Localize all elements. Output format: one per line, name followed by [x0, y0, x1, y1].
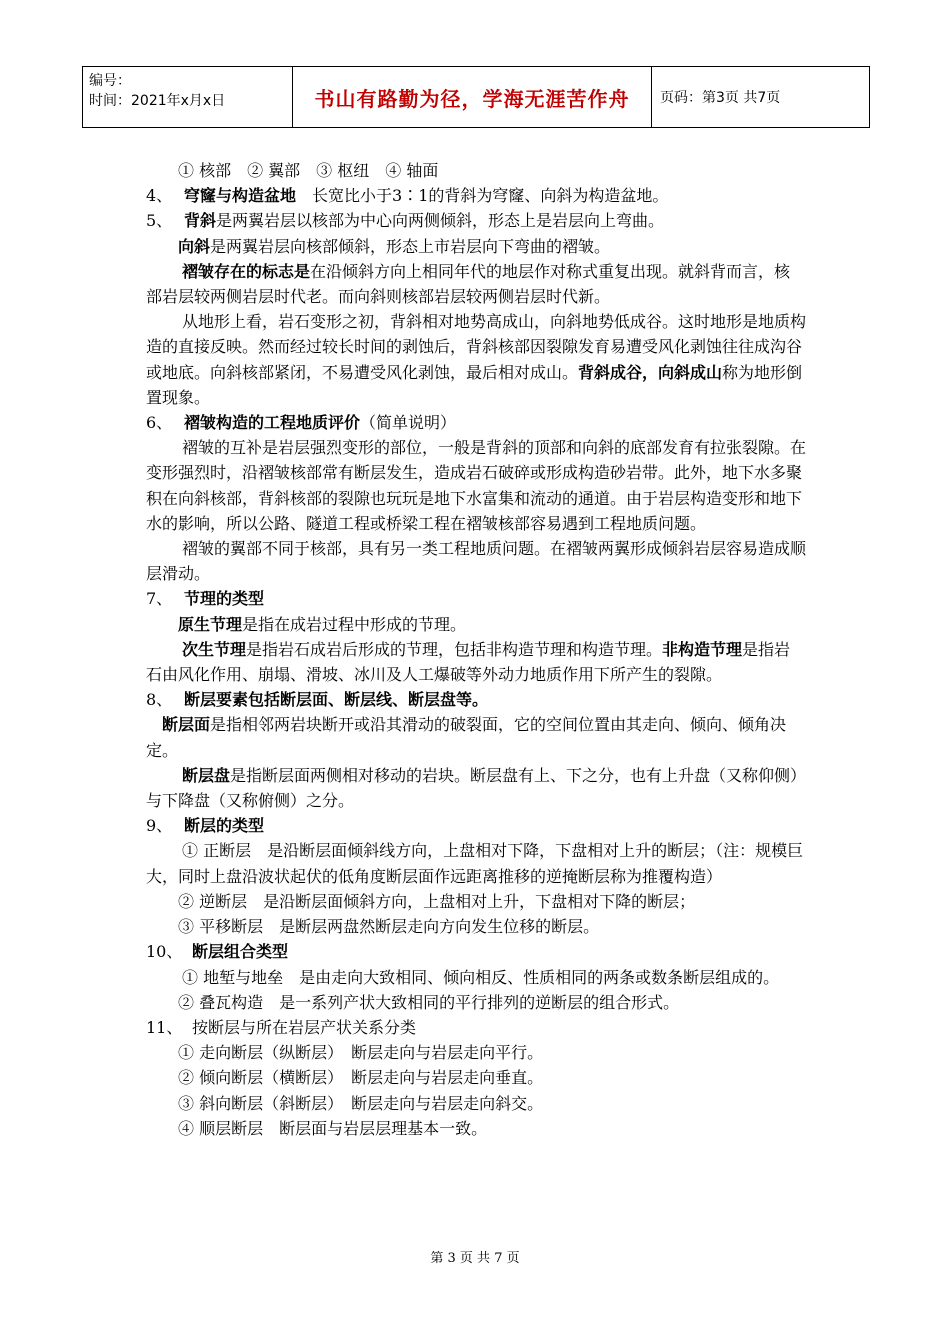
paragraph: ① 正断层 是沿断层面倾斜线方向，上盘相对下降，下盘相对上升的断层；（注：规模巨大，同时上盘沿波状起伏的低角度断层面作远距离推移的逆掩断层称为推覆构造） — [146, 841, 804, 886]
paragraph: 褶皱存在的标志是在沿倾斜方向上相同年代的地层作对称式重复出现。就斜背而言，核部岩层较两侧岩层时代老。而向斜则核部岩层较两侧岩层时代新。 — [146, 261, 791, 307]
paragraph: 次生节理是指岩石成岩后形成的节理，包括非构造节理和构造节理。非构造节理是指岩石由风化作用、崩塌、滑坡、冰川及人工爆破等外动力地质作用下所产生的裂隙。 — [146, 639, 791, 685]
paragraph: 11、 按断层与所在岩层产状关系分类 — [146, 1017, 417, 1037]
paragraph: ③ 斜向断层（斜断层） 断层走向与岩层走向斜交。 — [178, 1093, 544, 1113]
paragraph: ① 核部 ② 翼部 ③ 枢纽 ④ 轴面 — [178, 161, 439, 180]
paragraph: 8、 断层要素包括断层面、断层线、断层盘等。 — [146, 690, 489, 710]
paragraph: ② 倾向断层（横断层） 断层走向与岩层走向垂直。 — [178, 1068, 544, 1088]
paragraph: ① 走向断层（纵断层） 断层走向与岩层走向平行。 — [178, 1043, 544, 1063]
page-footer: 第 3 页 共 7 页 — [430, 1251, 520, 1266]
paragraph: ① 地堑与地垒 是由走向大致相同、倾向相反、性质相同的两条或数条断层组成的。 — [182, 967, 780, 987]
document-body — [146, 158, 806, 1141]
number-label: 编号： — [89, 73, 131, 89]
paragraph: 原生节理是指在成岩过程中形成的节理。 — [178, 614, 467, 634]
paragraph: 5、 背斜是两翼岩层以核部为中心向两侧倾斜，形态上是岩层向上弯曲。 — [146, 211, 665, 231]
paragraph: 断层面是指相邻两岩块断开或沿其滑动的破裂面，它的空间位置由其走向、倾向、倾角决定。 — [146, 715, 787, 760]
paragraph: 从地形上看，岩石变形之初，背斜相对地势高成山，向斜地势低成谷。这时地形是地质构造的直接反映。然而经过较长时间的剥蚀后，背斜核部因裂隙发育易遭受风化剥蚀往往成沟谷或地底。向斜核部紧闭，不易遭受风化剥蚀，最后相对成山。背斜成谷，向斜成山称为地形倒置现象。 — [146, 312, 807, 407]
paragraph: 7、 节理的类型 — [146, 589, 265, 609]
paragraph: 断层盘是指断层面两侧相对移动的岩块。断层盘有上、下之分，也有上升盘（又称仰侧）与下降盘（又称俯侧）之分。 — [146, 765, 799, 811]
header-motto: 书山有路勤为径，学海无涯苦作舟 — [293, 67, 652, 127]
paragraph: 褶皱的翼部不同于核部，具有另一类工程地质问题。在褶皱两翼形成倾斜岩层容易造成顺层滑动。 — [146, 539, 807, 584]
paragraph: ③ 平移断层 是断层两盘然断层走向方向发生位移的断层。 — [178, 917, 600, 937]
paragraph: 褶皱的互补是岩层强烈变形的部位，一般是背斜的顶部和向斜的底部发育有拉张裂隙。在变形强烈时，沿褶皱核部常有断层发生，造成岩石破碎或形成构造砂岩带。此外，地下水多聚积在向斜核部，背斜核部的裂隙也玩玩是地下水富集和流动的通道。由于岩层构造变形和地下水的影响，所以公路、隧道工程或桥梁工程在褶皱核部容易遇到工程地质问题。 — [146, 438, 807, 533]
paragraph: ④ 顺层断层 断层面与岩层层理基本一致。 — [178, 1118, 488, 1138]
header-page-label: 页码：第3页 共7页 — [660, 90, 781, 106]
header-meta — [83, 67, 293, 127]
paragraph: 向斜是两翼岩层向核部倾斜，形态上市岩层向下弯曲的褶皱。 — [178, 236, 611, 256]
paragraph: 10、 断层组合类型 — [146, 942, 289, 962]
paragraph: 6、 褶皱构造的工程地质评价（简单说明） — [146, 413, 457, 433]
time-label: 时间：2021年x月x日 — [89, 93, 226, 109]
page-header — [82, 66, 870, 128]
paragraph: ② 叠瓦构造 是一系列产状大致相同的平行排列的逆断层的组合形式。 — [178, 992, 680, 1012]
paragraph: 9、 断层的类型 — [146, 816, 265, 836]
paragraph: ② 逆断层 是沿断层面倾斜方向，上盘相对上升，下盘相对下降的断层； — [178, 891, 696, 911]
paragraph: 4、 穹窿与构造盆地 长宽比小于3∶1的背斜为穹窿、向斜为构造盆地。 — [146, 186, 669, 206]
